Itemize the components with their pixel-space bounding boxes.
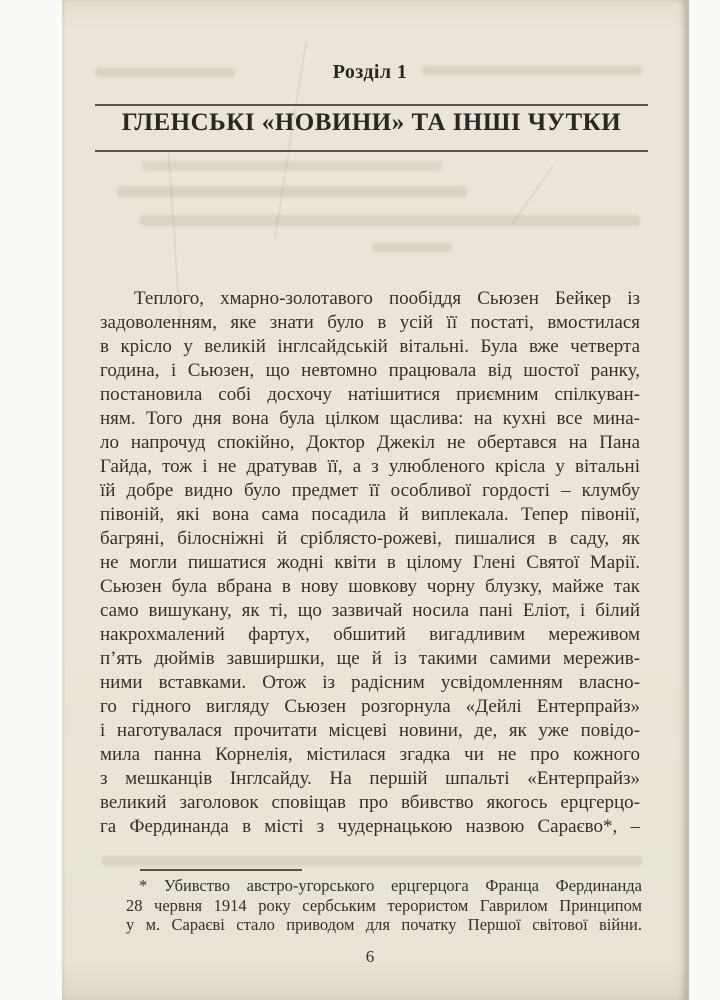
body-line: година, і Сьюзен, що невтомно працювала від шостої ранку, (100, 360, 640, 381)
bleedthrough-smudge (140, 215, 640, 226)
body-line: півоній, які вона сама посадила й виплекала. Тепер півонії, (100, 504, 640, 525)
body-line: ними вставками. Отож із радісним усвідомленням власно- (100, 672, 640, 693)
chapter-label: Розділ 1 (332, 61, 408, 83)
body-line: не могли пишатися жодні квіти в цілому Глені Святої Марії. (100, 552, 640, 573)
footnote-divider (140, 869, 302, 871)
page-number: 6 (365, 947, 375, 966)
body-line: мила панна Корнелія, містилася згадка чи не про кожного (100, 744, 640, 765)
body-line: ло напрочуд спокійно, Доктор Джекіл не обертався на Пана (100, 432, 640, 453)
body-line: Теплого, хмарно-золотавого пообіддя Сьюзен Бейкер із (134, 288, 640, 309)
body-line: і наготувалася прочитати місцеві новини, де, як уже повідо- (100, 720, 640, 741)
body-line: ням. Того дня вона була цілком щаслива: на кухні все мина- (100, 408, 640, 429)
body-line: го гідного вигляду Сьюзен розгорнула «Дейлі Ентерпрайз» (100, 696, 640, 717)
body-line: накрохмалений фартух, обшитий вигадливим мереживом (100, 624, 640, 645)
title-rule-bottom (95, 150, 648, 152)
body-line: га Фердинанда в місті з чудернацькою назвою Сараєво*, – (100, 816, 640, 837)
chapter-title: ГЛЕНСЬКІ «НОВИНИ» ТА ІНШІ ЧУТКИ (121, 109, 622, 136)
title-rule-top (95, 104, 648, 106)
body-line: само вишукану, як ті, що зазвичай носила пані Еліот, і білий (100, 600, 640, 621)
body-line: з мешканців Інглсайду. На першій шпальті «Ентерпрайз» (100, 768, 640, 789)
body-line: багряні, білосніжні й сріблясто-рожеві, пишалися в саду, як (100, 528, 640, 549)
body-line: їй добре видно було предмет її особливої гордості – клумбу (100, 480, 640, 501)
footnote (126, 876, 642, 935)
footnote-line: * Убивство австро-угорського ерцгерцога Франца Фердинанда (139, 876, 642, 895)
body-line: п’ять дюймів завширшки, ще й із такими самими мережив- (100, 648, 640, 669)
bleedthrough-smudge (117, 186, 467, 197)
body-line: великий заголовок сповіщав про вбивство якогось ерцгерцо- (100, 792, 640, 813)
crease-line (512, 166, 553, 224)
bleedthrough-smudge (142, 161, 442, 171)
body-line: задоволенням, яке знати було в усій її постаті, вмостилася (100, 312, 640, 333)
body-line: Гайда, тож і не дратував її, а з улюбленого крісла у вітальні (100, 456, 640, 477)
paper-sheet (62, 0, 688, 1000)
footnote-line: 28 червня 1914 року сербським терористом Гаврилом Принципом (126, 895, 642, 915)
body-paragraph (100, 287, 640, 839)
body-line: в крісло у великій інглсайдській вітальні. Була вже четверта (100, 336, 640, 357)
body-line: постановила собі досхочу натішитися приємним спілкуван- (100, 384, 640, 405)
footnote-line: у м. Сараєві стало приводом для початку Першої світової війни. (126, 915, 642, 934)
bleedthrough-smudge (372, 243, 452, 252)
body-line: Сьюзен була вбрана в нову шовкову чорну блузку, майже так (100, 576, 640, 597)
bleedthrough-smudge (102, 856, 642, 866)
